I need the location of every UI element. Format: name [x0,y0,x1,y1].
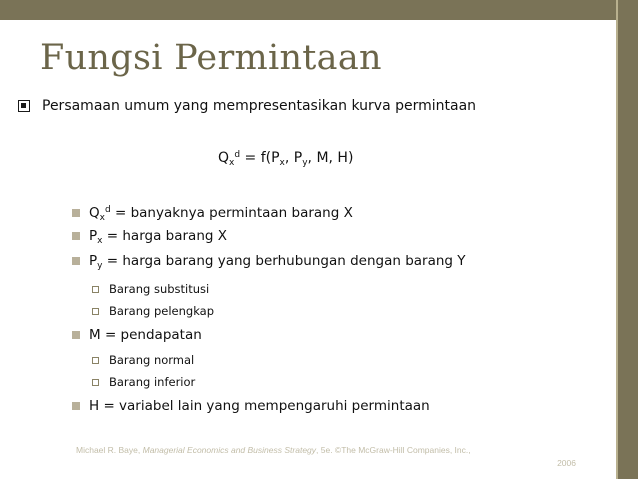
list-item-m: M = pendapatan [72,327,202,343]
checkbox-bullet-icon [18,100,30,112]
right-bar [618,0,638,479]
hollow-square-bullet-icon [92,286,99,293]
hollow-square-bullet-icon [92,357,99,364]
list-subitem-substitusi: Barang substitusi [92,282,209,296]
demand-formula: $Q_x^d = f(P_x$, $P_y$, M, H) [218,150,354,168]
list-subitem-pelengkap: Barang pelengkap [92,304,214,318]
list-item-py: $P_y$ = harga barang yang berhubungan dengan barang Y [72,253,466,269]
square-bullet-icon [72,232,80,240]
list-item-h: H = variabel lain yang mempengaruhi permintaan [72,398,430,414]
square-bullet-icon [72,331,80,339]
slide-title: Fungsi Permintaan [40,38,382,78]
list-subitem-normal: Barang normal [92,353,194,367]
footer-year: 2006 [557,458,576,468]
footer-citation: Michael R. Baye, Managerial Economics and Business Strategy, 5e. ©The McGraw-Hill Companies, Inc., 2006 [76,445,576,468]
hollow-square-bullet-icon [92,308,99,315]
main-bullet-text: Persamaan umum yang mempresentasikan kurva permintaan [42,98,477,114]
main-bullet [18,98,476,114]
square-bullet-icon [72,257,80,265]
list-item-px: $P_x$ = harga barang X [72,228,227,244]
square-bullet-icon [72,402,80,410]
right-bar-accent [616,0,618,479]
top-bar [0,0,618,20]
list-item-qxd: $Q_x^d$ = banyaknya permintaan barang X [72,205,353,221]
square-bullet-icon [72,209,80,217]
hollow-square-bullet-icon [92,379,99,386]
list-subitem-inferior: Barang inferior [92,375,195,389]
